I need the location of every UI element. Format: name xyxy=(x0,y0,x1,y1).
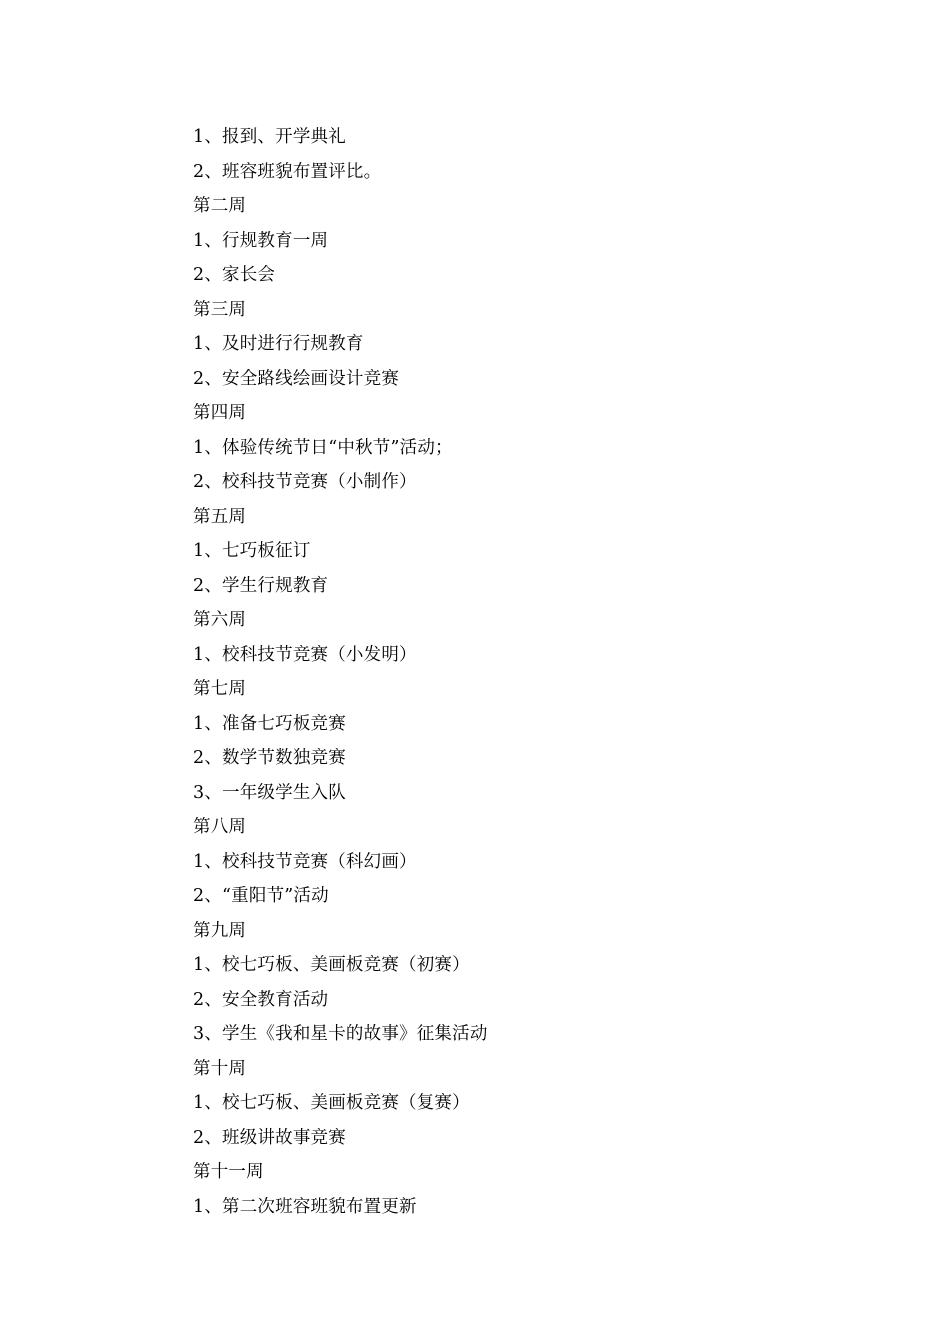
list-item: 3、学生《我和星卡的故事》征集活动 xyxy=(193,1024,488,1044)
week-heading: 第三周 xyxy=(193,299,247,320)
list-item: 2、“重阳节”活动 xyxy=(193,886,329,906)
list-item: 2、数学节数独竞赛 xyxy=(193,748,346,768)
list-item: 1、校七巧板、美画板竞赛（初赛） xyxy=(193,955,470,975)
list-item: 1、体验传统节日“中秋节”活动； xyxy=(193,437,453,458)
list-item: 2、家长会 xyxy=(193,265,276,285)
week-heading: 第八周 xyxy=(193,817,247,837)
list-item: 1、校七巧板、美画板竞赛（复赛） xyxy=(193,1093,470,1113)
list-item: 2、安全教育活动 xyxy=(193,989,329,1010)
list-item: 3、一年级学生入队 xyxy=(193,782,346,803)
week-heading: 第四周 xyxy=(193,403,247,423)
week-heading: 第五周 xyxy=(193,506,247,527)
week-heading: 第十周 xyxy=(193,1058,247,1079)
list-item: 1、报到、开学典礼 xyxy=(193,127,346,147)
document-body xyxy=(193,120,873,1224)
week-heading: 第九周 xyxy=(193,920,247,941)
list-item: 1、行规教育一周 xyxy=(193,230,329,251)
week-heading: 第六周 xyxy=(193,610,247,630)
list-item: 1、及时进行行规教育 xyxy=(193,334,364,354)
list-item: 1、校科技节竞赛（科幻画） xyxy=(193,851,417,872)
list-item: 2、班容班貌布置评比。 xyxy=(193,161,382,182)
list-item: 1、准备七巧板竞赛 xyxy=(193,713,346,734)
list-item: 2、学生行规教育 xyxy=(193,575,329,596)
week-heading: 第十一周 xyxy=(193,1162,264,1182)
list-item: 1、七巧板征订 xyxy=(193,541,311,561)
week-heading: 第七周 xyxy=(193,679,247,699)
week-heading: 第二周 xyxy=(193,196,247,216)
list-item: 2、班级讲故事竞赛 xyxy=(193,1127,346,1148)
list-item: 2、安全路线绘画设计竞赛 xyxy=(193,368,400,389)
list-item: 1、第二次班容班貌布置更新 xyxy=(193,1196,417,1217)
list-item: 1、校科技节竞赛（小发明） xyxy=(193,644,417,665)
list-item: 2、校科技节竞赛（小制作） xyxy=(193,472,417,492)
